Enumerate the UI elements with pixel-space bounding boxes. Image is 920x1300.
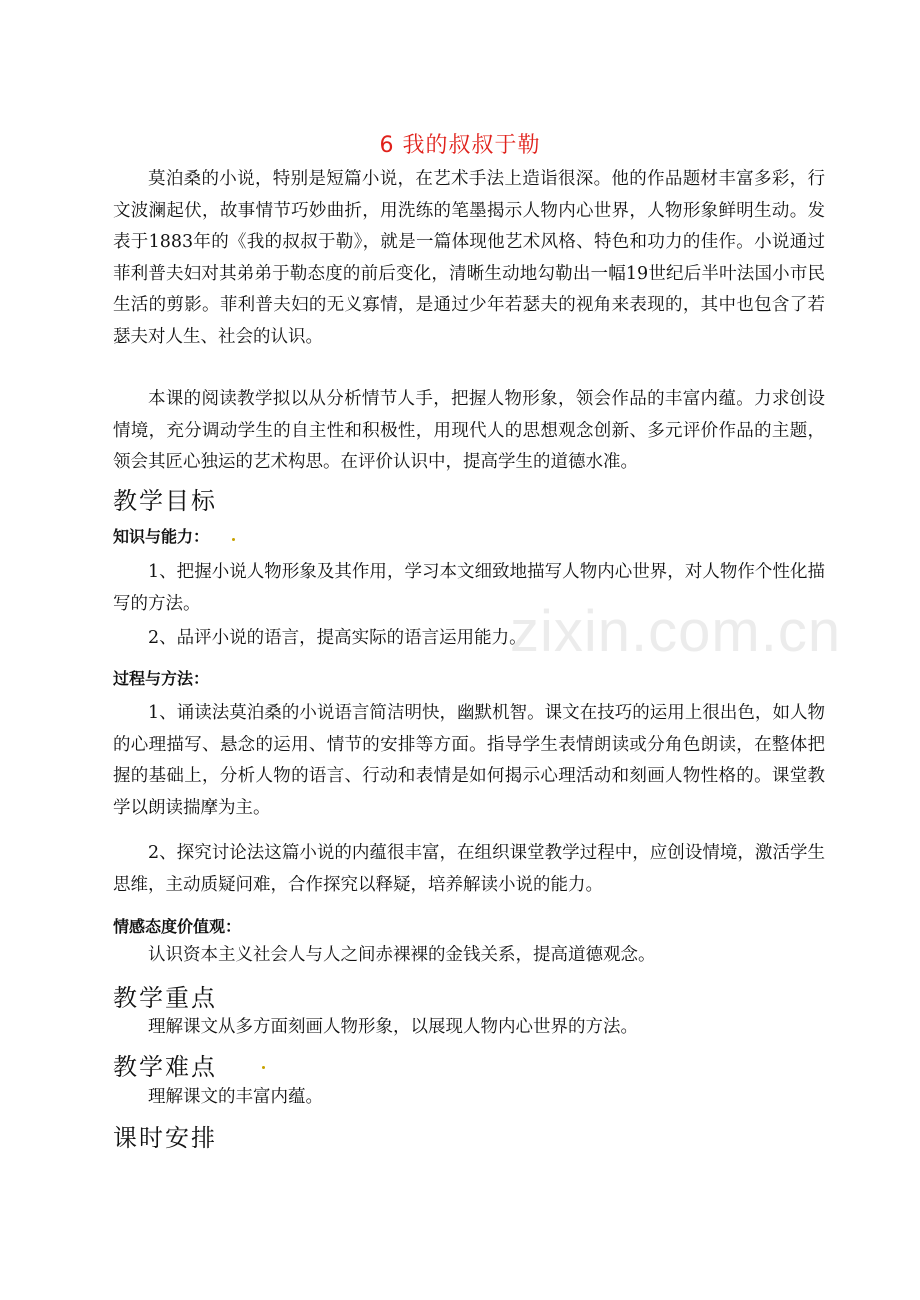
watermark: zixin.com.cn <box>510 599 842 664</box>
intro-paragraph-2: 本课的阅读教学拟以从分析情节人手，把握人物形象，领会作品的丰富内蕴。力求创设情境，充分调动学生的自主性和积极性，用现代人的思想观念创新、多元评价作品的主题，领会其匠心独运的艺术构思。在评价认识中，提高学生的道德水准。 <box>113 389 825 472</box>
subheading-process: 过程与方法： <box>113 669 210 688</box>
process-item-2: 2、探究讨论法这篇小说的内蕴很丰富，在组织课堂教学过程中，应创设情境，激活学生思维，主动质疑问难，合作探究以释疑，培养解读小说的能力。 <box>113 843 825 895</box>
stray-dot-mark <box>262 1066 265 1069</box>
intro-paragraph-1: 莫泊桑的小说，特别是短篇小说，在艺术手法上造诣很深。他的作品题材丰富多彩，行文波澜起伏，故事情节巧妙曲折，用洗练的笔墨揭示人物内心世界，人物形象鲜明生动。发表于1883年的《我的叔叔于勒》，就是一篇体现他艺术风格、特色和功力的佳作。小说通过菲利普夫妇对其弟弟于勒态度的前后变化，清晰生动地勾勒出一幅19世纪后半叶法国小市民生活的剪影。菲利普夫妇的无义寡情，是通过少年若瑟夫的视角来表现的，其中也包含了若瑟夫对人生、社会的认识。 <box>113 169 825 347</box>
subheading-emotion: 情感态度价值观： <box>113 917 242 936</box>
section-heading-key-points: 教学重点 <box>113 984 217 1012</box>
lesson-number: 6 <box>379 133 395 158</box>
section-heading-objectives: 教学目标 <box>113 487 217 515</box>
knowledge-item-1: 1、把握小说人物形象及其作用，学习本文细致地描写人物内心世界，对人物作个性化描写的方法。 <box>113 562 825 614</box>
page-title <box>0 128 920 159</box>
stray-dot-mark <box>232 538 235 541</box>
section-heading-schedule: 课时安排 <box>113 1124 217 1152</box>
difficulties-text: 理解课文的丰富内蕴。 <box>148 1087 323 1107</box>
section-heading-difficulties: 教学难点 <box>113 1053 217 1081</box>
knowledge-item-2: 2、品评小说的语言，提高实际的语言运用能力。 <box>148 628 527 648</box>
process-item-1: 1、诵读法莫泊桑的小说语言简洁明快，幽默机智。课文在技巧的运用上很出色，如人物的心理描写、悬念的运用、情节的安排等方面。指导学生表情朗读或分角色朗读，在整体把握的基础上，分析人物的语言、行动和表情是如何揭示心理活动和刻画人物性格的。课堂教学以朗读揣摩为主。 <box>113 703 825 818</box>
emotion-item-1: 认识资本主义社会人与人之间赤裸裸的金钱关系，提高道德观念。 <box>148 945 656 965</box>
lesson-title: 我的叔叔于勒 <box>402 133 541 158</box>
key-points-text: 理解课文从多方面刻画人物形象，以展现人物内心世界的方法。 <box>148 1017 638 1037</box>
subheading-knowledge: 知识与能力： <box>113 527 210 546</box>
